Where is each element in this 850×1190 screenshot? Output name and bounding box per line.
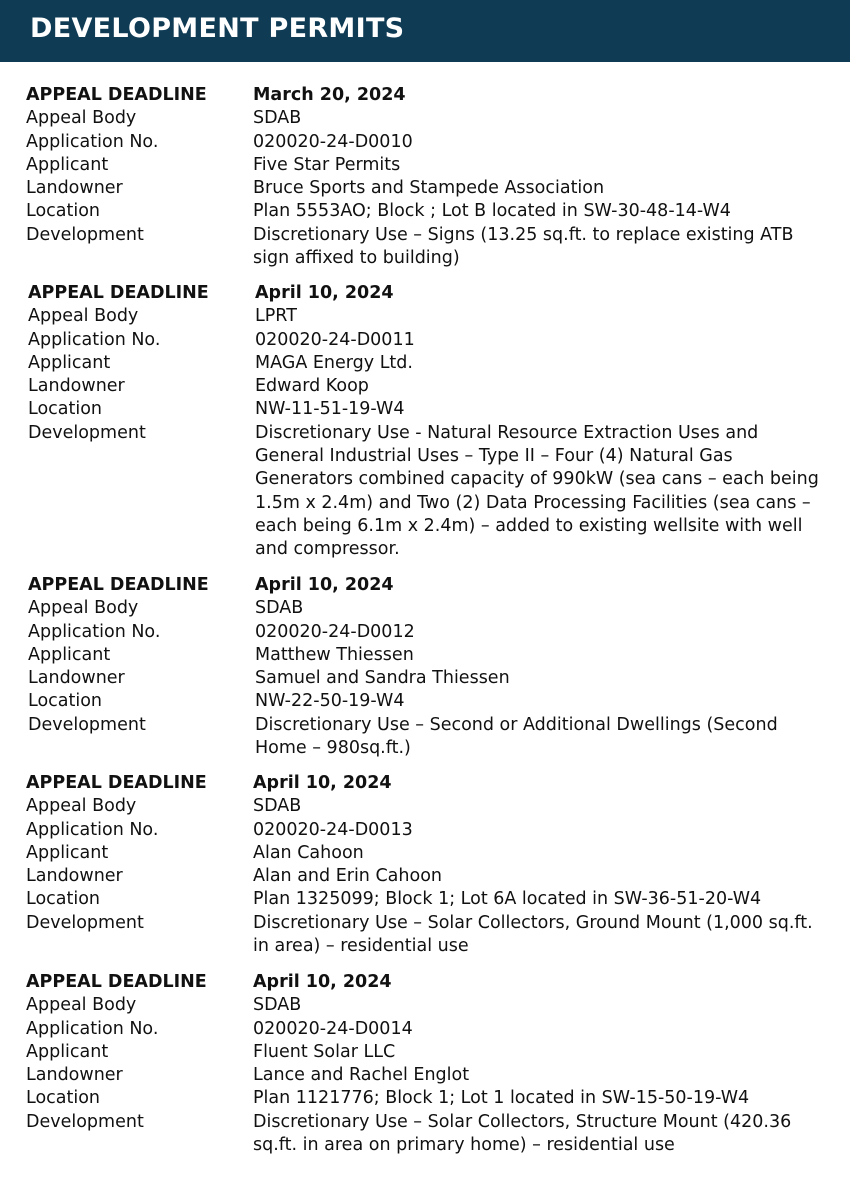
applicant-value: Fluent Solar LLC [253,1041,396,1062]
permit-entry [26,772,846,958]
landowner-value: Lance and Rachel Englot [253,1065,470,1086]
development-row [26,912,846,959]
landowner-value: Samuel and Sandra Thiessen [255,668,510,689]
appeal-deadline-label: APPEAL DEADLINE [28,283,209,303]
location-row [26,888,846,911]
development-label: Development [28,714,146,735]
appeal-body-value: SDAB [255,598,304,619]
application-no-label: Application No. [26,1018,159,1039]
landowner-row [26,1064,846,1087]
application-no-value: 020020-24-D0014 [253,1018,413,1039]
applicant-label: Applicant [28,352,111,373]
appeal-deadline-value: April 10, 2024 [253,773,392,793]
applicant-label: Applicant [26,842,109,863]
applicant-row [28,352,848,375]
applicant-label: Applicant [26,1041,109,1062]
landowner-row [28,667,848,690]
appeal-body-row [28,305,848,328]
applicant-value: Matthew Thiessen [255,644,414,665]
applicant-label: Applicant [26,154,109,175]
appeal-body-row [26,795,846,818]
applicant-value: Five Star Permits [253,154,401,175]
development-label: Development [26,912,144,933]
landowner-label: Landowner [28,376,125,397]
appeal-deadline-value: April 10, 2024 [255,575,394,595]
development-row [28,714,848,761]
location-value: Plan 5553AO; Block ; Lot B located in SW-30-48-14-W4 [253,201,731,222]
location-label: Location [28,691,103,712]
development-value: Discretionary Use – Signs (13.25 sq.ft. to replace existing ATB sign affixed to building) [253,224,794,269]
appeal-deadline-label: APPEAL DEADLINE [28,575,209,595]
appeal-deadline-value: April 10, 2024 [255,283,394,303]
appeal-body-label: Appeal Body [28,306,139,327]
location-label: Location [26,889,101,910]
applicant-row [28,644,848,667]
development-row [28,422,848,562]
landowner-label: Landowner [26,1065,123,1086]
applicant-row [26,154,846,177]
appeal-deadline-label: APPEAL DEADLINE [26,972,207,992]
development-value: Discretionary Use – Solar Collectors, Structure Mount (420.36 sq.ft. in area on primary home) – residential use [253,1111,792,1156]
landowner-label: Landowner [28,668,125,689]
development-label: Development [26,1111,144,1132]
development-row [26,224,846,271]
landowner-label: Landowner [26,178,123,199]
development-value: Discretionary Use – Second or Additional Dwellings (Second Home – 980sq.ft.) [255,714,778,759]
landowner-row [26,865,846,888]
applicant-value: Alan Cahoon [253,842,364,863]
appeal-deadline-label: APPEAL DEADLINE [26,773,207,793]
location-value: Plan 1325099; Block 1; Lot 6A located in SW-36-51-20-W4 [253,889,762,910]
permit-entry [26,84,846,270]
landowner-value: Alan and Erin Cahoon [253,866,443,887]
appeal-deadline-value: April 10, 2024 [253,972,392,992]
appeal-deadline-row [26,772,846,795]
landowner-value: Bruce Sports and Stampede Association [253,178,605,199]
location-label: Location [28,399,103,420]
appeal-deadline-row [28,282,848,305]
location-row [28,398,848,421]
application-no-label: Application No. [28,621,161,642]
location-row [26,200,846,223]
appeal-deadline-row [26,971,846,994]
appeal-body-value: SDAB [253,108,302,129]
location-row [26,1087,846,1110]
appeal-body-row [26,107,846,130]
development-value: Discretionary Use - Natural Resource Extraction Uses and General Industrial Uses – Type II – Four (4) Natural Gas Generators combined capacity of 990kW (sea cans – each being 1.5m x 2.4m) and Two (2) Data Processing Facilities (sea cans – each being 6.1m x 2.4m) – added to existing wellsite with well and compressor. [255,422,819,560]
landowner-row [28,375,848,398]
appeal-deadline-label: APPEAL DEADLINE [26,85,207,105]
landowner-row [26,177,846,200]
location-label: Location [26,201,101,222]
applicant-row [26,842,846,865]
location-row [28,690,848,713]
development-label: Development [28,422,146,443]
application-no-value: 020020-24-D0013 [253,819,413,840]
landowner-value: Edward Koop [255,376,369,397]
appeal-deadline-row [28,574,848,597]
appeal-body-value: SDAB [253,995,302,1016]
appeal-body-label: Appeal Body [26,995,137,1016]
appeal-body-row [26,994,846,1017]
appeal-body-label: Appeal Body [26,796,137,817]
applicant-row [26,1041,846,1064]
location-value: NW-11-51-19-W4 [255,399,405,420]
appeal-body-value: SDAB [253,796,302,817]
applicant-value: MAGA Energy Ltd. [255,352,413,373]
location-value: NW-22-50-19-W4 [255,691,405,712]
applicant-label: Applicant [28,644,111,665]
application-no-value: 020020-24-D0010 [253,131,413,152]
appeal-body-label: Appeal Body [26,108,137,129]
development-value: Discretionary Use – Solar Collectors, Ground Mount (1,000 sq.ft. in area) – residential use [253,912,813,957]
application-no-row [26,131,846,154]
page-title: DEVELOPMENT PERMITS [30,13,405,44]
application-no-value: 020020-24-D0012 [255,621,415,642]
application-no-label: Application No. [28,329,161,350]
application-no-row [26,1018,846,1041]
location-label: Location [26,1088,101,1109]
appeal-deadline-value: March 20, 2024 [253,85,406,105]
permit-entry [28,574,848,760]
permit-entry [26,971,846,1157]
development-label: Development [26,224,144,245]
appeal-body-value: LPRT [255,306,297,327]
header-bar [0,0,850,62]
application-no-row [28,329,848,352]
development-row [26,1111,846,1158]
appeal-body-row [28,597,848,620]
landowner-label: Landowner [26,866,123,887]
application-no-row [26,819,846,842]
application-no-row [28,621,848,644]
application-no-label: Application No. [26,131,159,152]
location-value: Plan 1121776; Block 1; Lot 1 located in SW-15-50-19-W4 [253,1088,750,1109]
appeal-body-label: Appeal Body [28,598,139,619]
application-no-label: Application No. [26,819,159,840]
appeal-deadline-row [26,84,846,107]
permit-entry [28,282,848,562]
application-no-value: 020020-24-D0011 [255,329,415,350]
